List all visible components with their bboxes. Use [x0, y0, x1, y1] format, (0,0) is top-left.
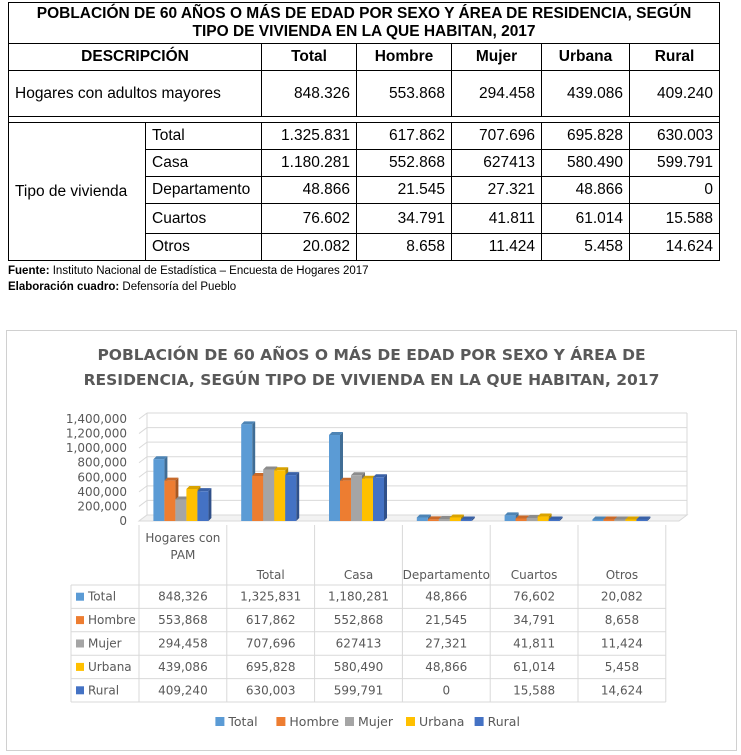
legend-label: Mujer	[358, 714, 394, 729]
row-value: 599.791	[630, 150, 720, 177]
hogares-hombre: 553.868	[357, 71, 452, 117]
data-label: 76,602	[513, 589, 556, 604]
bar-mujer-4	[527, 518, 538, 521]
table-row-hogares	[9, 71, 720, 117]
header-hombre: Hombre	[357, 44, 452, 71]
row-value: 48.866	[262, 177, 357, 204]
data-label: 617,862	[245, 613, 296, 628]
chart-title-line1: POBLACIÓN DE 60 AÑOS O MÁS DE EDAD POR SEXO Y ÁREA DE	[97, 346, 646, 364]
data-label: 8,658	[604, 613, 640, 628]
data-label: 848,326	[158, 589, 208, 604]
bar-urbana-5	[625, 520, 636, 522]
source-elaboracion	[8, 281, 236, 293]
row-value: 552.868	[357, 150, 452, 177]
data-label: 553,868	[158, 613, 208, 628]
hogares-rural: 409.240	[630, 71, 720, 117]
data-label: 0	[442, 683, 451, 698]
header-urbana: Urbana	[542, 44, 630, 71]
data-label: 41,811	[513, 636, 556, 651]
category-label: Hogares con	[145, 531, 221, 545]
legend-swatch-total	[215, 717, 224, 726]
data-label: 11,424	[600, 636, 643, 651]
chart-container	[6, 330, 737, 751]
row-value: 5.458	[542, 234, 630, 261]
series-row-label: Urbana	[88, 659, 132, 674]
bar-hombre-2	[340, 481, 351, 521]
y-tick-label: 1,000,000	[65, 441, 127, 456]
data-label: 695,828	[245, 659, 296, 674]
table-title-line2: TIPO DE VIVIENDA EN LA QUE HABITAN, 2017	[192, 23, 536, 40]
data-label: 27,321	[425, 636, 468, 651]
bar-hombre-0	[164, 481, 175, 521]
row-value: 61.014	[542, 204, 630, 234]
header-mujer: Mujer	[452, 44, 542, 71]
legend-label: Rural	[487, 714, 520, 729]
data-label: 627413	[335, 636, 382, 651]
gridline-depth	[139, 471, 147, 477]
bar-urbana-3	[450, 517, 461, 521]
legend-key-rural	[76, 686, 84, 694]
legend-label: Urbana	[419, 714, 465, 729]
data-label: 14,624	[600, 683, 643, 698]
legend-key-mujer	[76, 640, 84, 648]
row-value: 34.791	[357, 204, 452, 234]
fuente-text: Instituto Nacional de Estadística – Encuesta de Hogares 2017	[49, 265, 369, 277]
bar-rural-5	[636, 520, 647, 522]
data-label: 48,866	[425, 589, 468, 604]
y-tick-label: 1,400,000	[65, 412, 127, 426]
bar-mujer-5	[614, 520, 625, 522]
legend-swatch-rural	[475, 717, 484, 726]
data-label: 20,082	[600, 589, 643, 604]
legend-label: Total	[228, 714, 258, 729]
legend-label: Hombre	[289, 714, 340, 729]
bar-hombre-1	[252, 476, 263, 521]
data-label: 34,791	[513, 613, 556, 628]
data-label: 552,868	[333, 613, 384, 628]
data-label: 61,014	[513, 659, 556, 674]
row-value: 41.811	[452, 204, 542, 234]
row-value: 21.545	[357, 177, 452, 204]
data-label: 409,240	[158, 683, 208, 698]
bar-hombre-3	[428, 519, 439, 521]
bar-total-4	[505, 515, 516, 521]
bar-total-5	[592, 520, 603, 522]
bar-urbana-0	[186, 489, 197, 521]
row-label: Otros	[146, 234, 262, 261]
y-tick-label: 600,000	[77, 470, 127, 485]
legend-key-hombre	[76, 616, 84, 624]
row-label: Cuartos	[146, 204, 262, 234]
row-value: 11.424	[452, 234, 542, 261]
row-value: 1.325.831	[262, 123, 357, 150]
bar-total-1	[241, 424, 252, 521]
row-value: 630.003	[630, 123, 720, 150]
hogares-label: Hogares con adultos mayores	[9, 71, 262, 117]
row-value: 707.696	[452, 123, 542, 150]
bar-rural-3	[461, 520, 472, 522]
series-row-label: Rural	[88, 683, 120, 698]
row-value: 48.866	[542, 177, 630, 204]
legend-swatch-hombre	[276, 717, 285, 726]
bar-total-3	[417, 517, 428, 521]
gridline-depth	[139, 413, 147, 419]
data-label: 21,545	[425, 613, 468, 628]
category-label: Total	[256, 568, 285, 582]
row-value: 1.180.281	[262, 150, 357, 177]
row-value: 580.490	[542, 150, 630, 177]
legend-key-urbana	[76, 663, 84, 671]
row-label: Departamento	[146, 177, 262, 204]
bar-side	[296, 472, 299, 521]
y-tick-label: 200,000	[77, 499, 127, 514]
header-rural: Rural	[630, 44, 720, 71]
data-label: 15,588	[513, 683, 556, 698]
table-title	[9, 3, 720, 44]
data-label: 1,325,831	[240, 589, 302, 604]
category-label: PAM	[170, 548, 196, 562]
gridline-depth	[139, 442, 147, 448]
data-label: 707,696	[245, 636, 296, 651]
row-value: 617.862	[357, 123, 452, 150]
bar-side	[208, 488, 211, 521]
bar-hombre-5	[603, 520, 614, 522]
row-value: 20.082	[262, 234, 357, 261]
category-label: Casa	[343, 568, 374, 582]
row-value: 15.588	[630, 204, 720, 234]
hogares-urbana: 439.086	[542, 71, 630, 117]
data-label: 599,791	[333, 683, 384, 698]
data-label: 48,866	[425, 659, 468, 674]
header-descripcion: DESCRIPCIÓN	[9, 44, 262, 71]
row-value: 627413	[452, 150, 542, 177]
header-total: Total	[262, 44, 357, 71]
bar-chart	[7, 331, 736, 750]
category-label: Departamento	[402, 568, 490, 582]
data-label: 294,458	[158, 636, 208, 651]
gridline-depth	[139, 457, 147, 463]
bar-rural-4	[549, 520, 560, 522]
bar-rural-1	[285, 475, 296, 521]
bar-mujer-3	[439, 519, 450, 521]
group-label-tipo-vivienda: Tipo de vivienda	[9, 123, 146, 261]
y-tick-label: 0	[119, 514, 127, 528]
bar-total-2	[329, 435, 340, 521]
bar-urbana-2	[362, 479, 373, 521]
table-header-row	[9, 44, 720, 71]
series-row-label: Mujer	[88, 636, 122, 651]
bar-total-0	[153, 459, 164, 521]
bar-hombre-4	[516, 518, 527, 521]
elaboracion-text: Defensoría del Pueblo	[119, 281, 237, 293]
row-value: 27.321	[452, 177, 542, 204]
data-label: 439,086	[158, 659, 208, 674]
bar-urbana-4	[538, 517, 549, 521]
y-tick-label: 800,000	[77, 455, 127, 470]
fuente-label: Fuente:	[8, 265, 50, 277]
category-label: Cuartos	[510, 568, 558, 582]
category-label: Otros	[605, 568, 639, 582]
bar-rural-2	[373, 477, 384, 521]
y-tick-label: 1,200,000	[65, 426, 127, 441]
legend-key-total	[76, 593, 84, 601]
source-fuente	[8, 265, 369, 277]
data-label: 580,490	[333, 659, 384, 674]
table-title-line1: POBLACIÓN DE 60 AÑOS O MÁS DE EDAD POR SEXO Y ÁREA DE RESIDENCIA, SEGÚN	[36, 5, 692, 22]
row-value: 0	[630, 177, 720, 204]
table-row	[9, 123, 720, 150]
bar-urbana-1	[274, 470, 285, 521]
bar-mujer-2	[351, 475, 362, 521]
row-value: 695.828	[542, 123, 630, 150]
bar-mujer-1	[263, 469, 274, 521]
gridline-depth	[139, 428, 147, 434]
chart-title-line2: RESIDENCIA, SEGÚN TIPO DE VIVIENDA EN LA QUE HABITAN, 2017	[83, 371, 660, 389]
gridline-depth	[139, 500, 147, 506]
data-label: 630,003	[245, 683, 296, 698]
data-label: 5,458	[604, 659, 640, 674]
hogares-mujer: 294.458	[452, 71, 542, 117]
series-row-label: Hombre	[88, 613, 136, 628]
legend-swatch-urbana	[406, 717, 415, 726]
row-value: 14.624	[630, 234, 720, 261]
bar-mujer-0	[175, 500, 186, 521]
data-label: 1,180,281	[327, 589, 390, 604]
elaboracion-label: Elaboración cuadro:	[8, 281, 120, 293]
y-tick-label: 400,000	[77, 484, 127, 499]
hogares-total: 848.326	[262, 71, 357, 117]
row-label: Casa	[146, 150, 262, 177]
row-value: 76.602	[262, 204, 357, 234]
bar-side	[384, 474, 387, 521]
summary-table	[8, 2, 720, 261]
row-value: 8.658	[357, 234, 452, 261]
bar-rural-0	[197, 491, 208, 521]
gridline-depth	[139, 486, 147, 492]
series-row-label: Total	[88, 589, 117, 604]
row-label: Total	[146, 123, 262, 150]
legend-swatch-mujer	[345, 717, 354, 726]
